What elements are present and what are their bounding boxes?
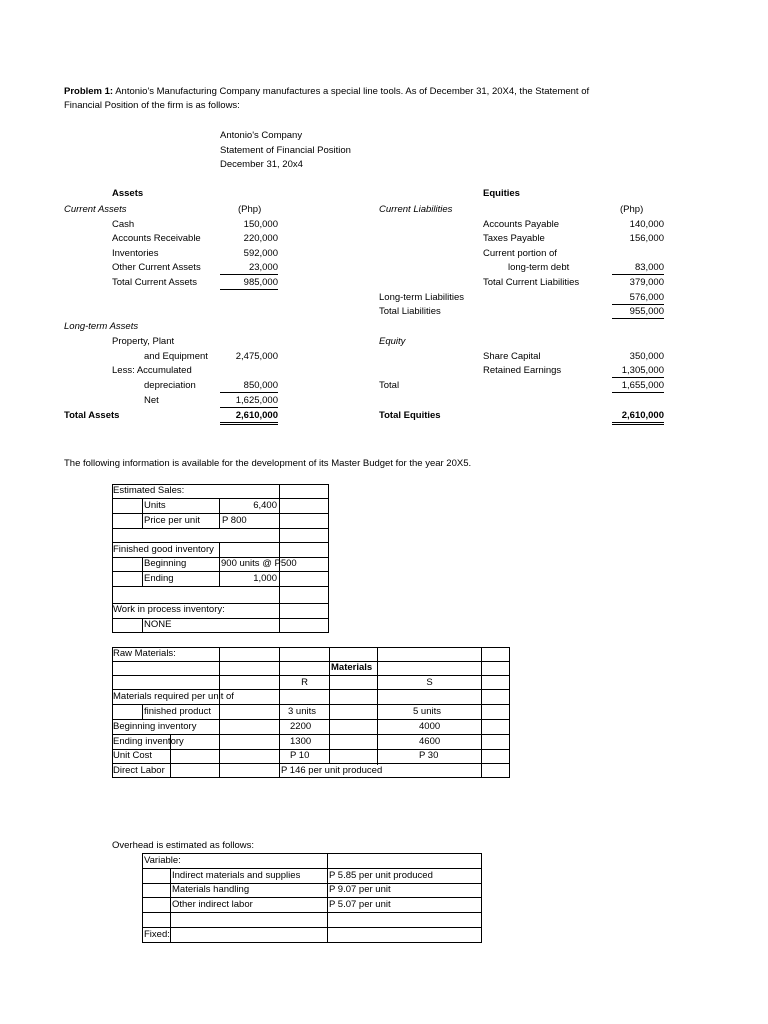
end-inventory-s: 4600 [419,736,441,747]
ppe-label-2: and Equipment [144,351,208,362]
asset-label-receivable: Accounts Receivable [112,233,201,244]
material-s-heading: S [426,677,433,688]
problem-intro-line2: Financial Position of the firm is as follows: [64,100,240,111]
liab-value-longterm-debt: 83,000 [612,262,664,275]
unit-cost-label: Unit Cost [113,750,153,761]
liab-value-taxes: 156,000 [629,233,664,244]
sales-price-label: Price per unit [144,515,200,526]
problem-label: Problem 1: [64,86,114,97]
variable-label: Variable: [144,855,181,866]
material-r-heading: R [301,677,308,688]
overhead-value-handling: P 9.07 per unit [329,884,391,895]
share-capital-label: Share Capital [483,351,541,362]
asset-value-total-current: 985,000 [220,277,278,290]
lt-liab-value: 576,000 [612,292,664,305]
sales-heading: Estimated Sales: [113,485,185,496]
materials-heading: Materials [331,662,373,673]
problem-intro-line1 [64,86,589,98]
share-capital-value: 350,000 [629,351,664,362]
sales-units-value: 6,400 [253,500,277,511]
asset-value-cash: 150,000 [243,219,278,230]
statement-date: December 31, 20x4 [220,159,303,170]
beg-inventory-r: 2200 [290,721,312,732]
overhead-intro: Overhead is estimated as follows: [112,840,255,851]
equities-heading: Equities [483,188,520,199]
sales-units-label: Units [144,500,166,511]
req-s-value: 5 units [413,706,441,717]
total-equities-value: 2,610,000 [612,410,664,425]
equity-heading: Equity [379,336,406,347]
liab-label-total-current: Total Current Liabilities [483,277,580,288]
less-value: 850,000 [220,380,278,393]
liab-value-payable: 140,000 [629,219,664,230]
asset-value-receivable: 220,000 [243,233,278,244]
finished-goods-beginning-value: 900 units @ P500 [221,558,297,569]
wip-heading: Work in process inventory: [113,604,225,615]
assets-currency: (Php) [238,204,262,215]
liab-label-longterm-debt: long-term debt [508,262,570,273]
finished-goods-beginning-label: Beginning [144,558,187,569]
liab-label-payable: Accounts Payable [483,219,560,230]
longterm-assets-heading: Long-term Assets [64,321,139,332]
liab-value-total-current: 379,000 [629,277,664,288]
liab-label-current-portion: Current portion of [483,248,557,259]
fixed-label: Fixed: [144,929,170,940]
unit-cost-s: P 30 [419,750,439,761]
current-assets-heading: Current Assets [64,204,127,215]
finished-goods-ending-label: Ending [144,573,174,584]
req-r-value: 3 units [288,706,316,717]
end-inventory-r: 1300 [290,736,312,747]
total-equity-label: Total [379,380,400,391]
budget-intro: The following information is available for the development of its Master Budget for the year 20X5. [64,458,472,469]
finished-goods-ending-value: 1,000 [253,573,277,584]
finished-goods-heading: Finished good inventory [113,544,214,555]
overhead-value-indirect: P 5.85 per unit produced [329,870,433,881]
total-equities-label: Total Equities [379,410,441,421]
problem-text: Antonio's Manufacturing Company manufactures a special line tools. As of December 31, 20X4, the Statement of [113,86,590,97]
direct-labor-value: P 146 per unit produced [281,765,383,776]
asset-label-total-current: Total Current Assets [112,277,198,288]
overhead-label-handling: Materials handling [172,884,250,895]
beg-inventory-s: 4000 [419,721,441,732]
req-label-1: Materials required per unit of [113,691,234,702]
lt-liab-label: Long-term Liabilities [379,292,465,303]
unit-cost-r: P 10 [290,750,310,761]
less-label-1: Less: Accumulated [112,365,192,376]
liab-label-taxes: Taxes Payable [483,233,545,244]
asset-value-other: 23,000 [220,262,278,275]
total-assets-label: Total Assets [64,410,120,421]
asset-label-inventories: Inventories [112,248,159,259]
end-inventory-label: Ending inventory [113,736,184,747]
beg-inventory-label: Beginning inventory [113,721,197,732]
raw-materials-heading: Raw Materials: [113,648,176,659]
direct-labor-label: Direct Labor [113,765,165,776]
overhead-value-other: P 5.07 per unit [329,899,391,910]
ppe-value: 2,475,000 [235,351,278,362]
asset-label-other: Other Current Assets [112,262,201,273]
total-assets-value: 2,610,000 [220,410,278,425]
overhead-label-other: Other indirect labor [172,899,253,910]
assets-heading: Assets [112,188,144,199]
net-value: 1,625,000 [220,395,278,408]
total-equity-value: 1,655,000 [612,380,664,393]
statement-title: Statement of Financial Position [220,145,351,156]
equities-currency: (Php) [620,204,644,215]
sales-price-value: P 800 [222,515,247,526]
total-liab-label: Total Liabilities [379,306,441,317]
asset-label-cash: Cash [112,219,135,230]
retained-earnings-label: Retained Earnings [483,365,562,376]
current-liabilities-heading: Current Liabilities [379,204,453,215]
req-label-2: finished product [144,706,212,717]
asset-value-inventories: 592,000 [243,248,278,259]
retained-earnings-value: 1,305,000 [612,365,664,378]
net-label: Net [144,395,159,406]
total-liab-value: 955,000 [612,306,664,319]
ppe-label-1: Property, Plant [112,336,175,347]
wip-value: NONE [144,619,172,630]
company-name: Antonio's Company [220,130,303,141]
less-label-2: depreciation [144,380,196,391]
overhead-label-indirect: Indirect materials and supplies [172,870,301,881]
